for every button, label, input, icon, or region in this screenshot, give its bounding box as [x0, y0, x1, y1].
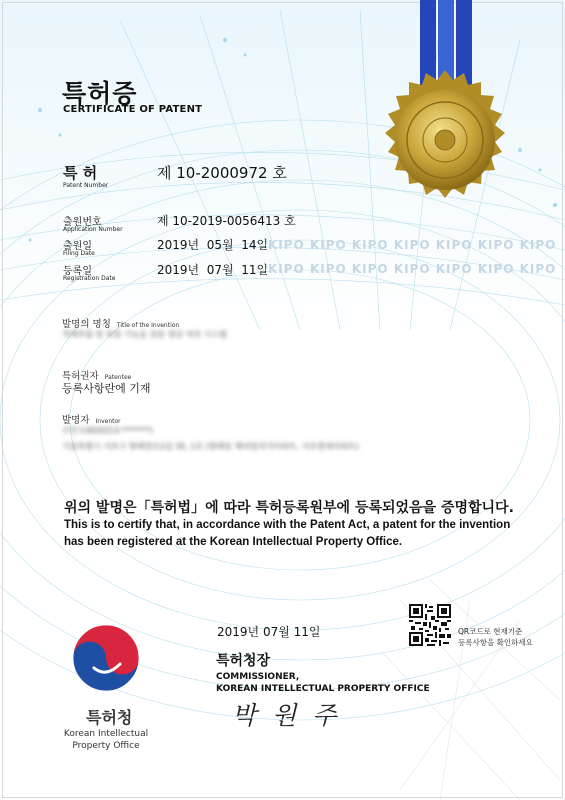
application-number-value: 제 10-2019-0056413 호 — [157, 214, 296, 228]
issue-date: 2019년 07월 11일 — [217, 625, 321, 639]
certification-statement-en-2: has been registered at the Korean Intellectual Property Office. — [64, 536, 403, 548]
kipo-logo-name: 특허청 — [86, 708, 133, 727]
commissioner-signature: 박 원 주 — [232, 701, 341, 730]
inventor-name-value: 조민수(820213-*******) — [62, 426, 153, 435]
inventor-label: 발명자 — [62, 415, 90, 426]
certification-statement-ko: 위의 발명은「특허법」에 따라 특허등록원부에 등록되었음을 증명합니다. — [64, 500, 514, 516]
commissioner-title-en-2: KOREAN INTELLECTUAL PROPERTY OFFICE — [216, 684, 430, 694]
invention-label: 발명의 명칭 — [62, 319, 111, 330]
kipo-logo-icon — [72, 624, 140, 692]
gold-seal-icon — [375, 0, 525, 215]
certificate-title: 특허증 — [62, 79, 138, 108]
inventor-address-value: 서울특별시 서초구 방배천로2길 35, 1호 (방배동 해피빌리지아파트, 서초현대아파트) — [62, 442, 359, 451]
inventor-label-en: Inventor — [95, 418, 121, 425]
patentee-label-en: Patentee — [104, 374, 132, 381]
patent-number-label: 특 허 — [63, 164, 98, 182]
filing-date-label-en: Filing Date — [63, 250, 95, 257]
application-number-label-en: Application Number — [63, 226, 123, 233]
kipo-logo-name-en-1: Korean Intellectual — [63, 729, 149, 739]
qr-caption-2: 등록사항을 확인하세요 — [458, 638, 533, 647]
kipo-watermark-2: KIPO KIPO KIPO KIPO KIPO KIPO KIPO — [268, 262, 557, 276]
invention-title-value: 객체추출 및 복원 기능을 갖춘 영상 처리 시스템 — [62, 330, 227, 339]
certification-statement-en-1: This is to certify that, in accordance with the Patent Act, a patent for the invention — [64, 519, 511, 531]
invention-label-en: Title of the Invention — [116, 322, 180, 329]
registration-date-label-en: Registration Date — [63, 275, 116, 282]
commissioner-title: 특허청장 — [216, 653, 271, 669]
qr-caption-1: QR코드로 현재기준 — [458, 627, 523, 636]
filing-date-label: 출원일 — [63, 241, 92, 252]
patent-number-value: 제 10-2000972 호 — [157, 164, 287, 182]
patentee-label: 특허권자 — [62, 371, 99, 382]
filing-date-value: 2019년 05월 14일 — [157, 238, 269, 252]
kipo-logo-name-en-2: Property Office — [72, 741, 140, 751]
registration-date-value: 2019년 07월 11일 — [157, 263, 269, 277]
application-number-label: 출원번호 — [63, 217, 102, 228]
qr-code-icon[interactable] — [409, 604, 451, 646]
kipo-watermark: KIPO KIPO KIPO KIPO KIPO KIPO KIPO — [268, 238, 557, 252]
registration-date-label: 등록일 — [63, 266, 92, 277]
patent-number-label-en: Patent Number — [63, 182, 109, 189]
certificate-subtitle: CERTIFICATE OF PATENT — [63, 104, 203, 115]
patentee-value: 등록사항란에 기재 — [62, 382, 151, 395]
commissioner-title-en-1: COMMISSIONER, — [216, 672, 300, 682]
